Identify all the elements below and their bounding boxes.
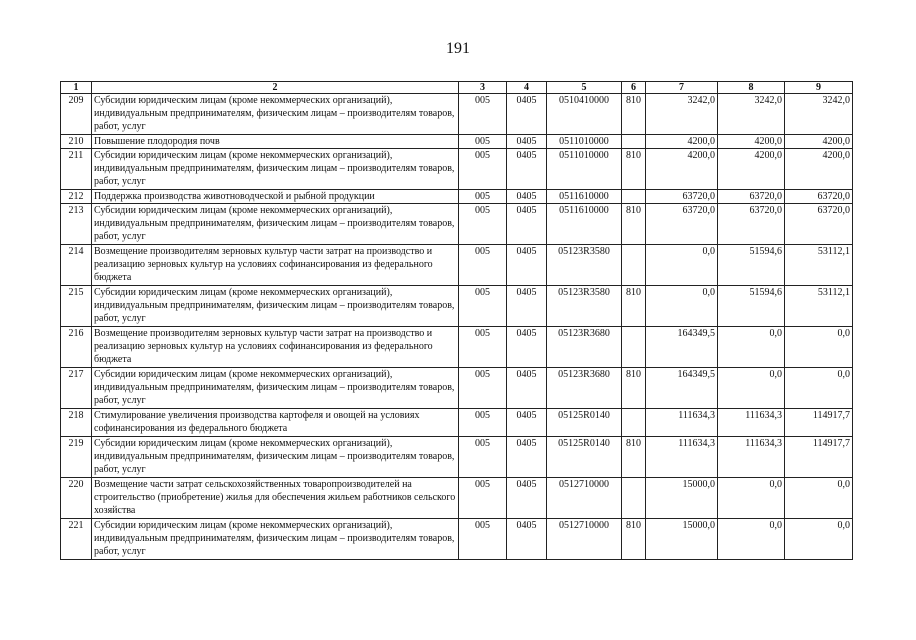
ministry-code: 005 — [459, 478, 507, 519]
amount-col-9: 3242,0 — [785, 94, 853, 135]
target-article-code: 05123R3680 — [547, 327, 622, 368]
row-number: 209 — [61, 94, 92, 135]
ministry-code: 005 — [459, 327, 507, 368]
row-name: Возмещение части затрат сельскохозяйственных товаропроизводителей на строительство (приобретение) жилья для обеспечения жильем работников сельского хозяйства — [92, 478, 459, 519]
amount-col-7: 164349,5 — [646, 368, 718, 409]
row-number: 220 — [61, 478, 92, 519]
amount-col-7: 15000,0 — [646, 519, 718, 560]
amount-col-7: 111634,3 — [646, 437, 718, 478]
amount-col-8: 51594,6 — [718, 245, 785, 286]
amount-col-7: 4200,0 — [646, 135, 718, 149]
amount-col-8: 0,0 — [718, 478, 785, 519]
target-article-code: 05123R3580 — [547, 245, 622, 286]
amount-col-9: 114917,7 — [785, 437, 853, 478]
ministry-code: 005 — [459, 190, 507, 204]
expense-type-code — [622, 135, 646, 149]
target-article-code: 05123R3680 — [547, 368, 622, 409]
amount-col-8: 0,0 — [718, 519, 785, 560]
target-article-code: 0511010000 — [547, 149, 622, 190]
section-code: 0405 — [507, 409, 547, 437]
row-name: Субсидии юридическим лицам (кроме некоммерческих организаций), индивидуальным предпринимателям, физическим лицам – производителям товаров, работ, услуг — [92, 519, 459, 560]
ministry-code: 005 — [459, 135, 507, 149]
amount-col-9: 53112,1 — [785, 286, 853, 327]
header-cell: 5 — [547, 82, 622, 94]
expense-type-code — [622, 245, 646, 286]
row-number: 211 — [61, 149, 92, 190]
table-row — [61, 204, 853, 245]
amount-col-7: 4200,0 — [646, 149, 718, 190]
expense-type-code: 810 — [622, 437, 646, 478]
ministry-code: 005 — [459, 409, 507, 437]
table-row — [61, 478, 853, 519]
target-article-code: 05123R3580 — [547, 286, 622, 327]
table-row — [61, 437, 853, 478]
row-number: 217 — [61, 368, 92, 409]
ministry-code: 005 — [459, 437, 507, 478]
amount-col-7: 0,0 — [646, 286, 718, 327]
table-row — [61, 409, 853, 437]
section-code: 0405 — [507, 190, 547, 204]
header-cell: 8 — [718, 82, 785, 94]
section-code: 0405 — [507, 204, 547, 245]
amount-col-8: 63720,0 — [718, 204, 785, 245]
ministry-code: 005 — [459, 204, 507, 245]
amount-col-9: 114917,7 — [785, 409, 853, 437]
table-row — [61, 519, 853, 560]
amount-col-9: 53112,1 — [785, 245, 853, 286]
amount-col-8: 3242,0 — [718, 94, 785, 135]
row-name: Субсидии юридическим лицам (кроме некоммерческих организаций), индивидуальным предпринимателям, физическим лицам – производителям товаров, работ, услуг — [92, 437, 459, 478]
amount-col-7: 164349,5 — [646, 327, 718, 368]
amount-col-9: 0,0 — [785, 368, 853, 409]
amount-col-9: 0,0 — [785, 478, 853, 519]
amount-col-7: 3242,0 — [646, 94, 718, 135]
amount-col-9: 0,0 — [785, 519, 853, 560]
row-name: Субсидии юридическим лицам (кроме некоммерческих организаций), индивидуальным предпринимателям, физическим лицам – производителям товаров, работ, услуг — [92, 204, 459, 245]
row-number: 212 — [61, 190, 92, 204]
row-name: Стимулирование увеличения производства картофеля и овощей на условиях софинансирования из федерального бюджета — [92, 409, 459, 437]
row-name: Поддержка производства животноводческой и рыбной продукции — [92, 190, 459, 204]
ministry-code: 005 — [459, 368, 507, 409]
ministry-code: 005 — [459, 519, 507, 560]
target-article-code: 0510410000 — [547, 94, 622, 135]
section-code: 0405 — [507, 368, 547, 409]
expense-type-code — [622, 409, 646, 437]
expense-type-code: 810 — [622, 94, 646, 135]
section-code: 0405 — [507, 245, 547, 286]
target-article-code: 0512710000 — [547, 478, 622, 519]
row-name: Субсидии юридическим лицам (кроме некоммерческих организаций), индивидуальным предпринимателям, физическим лицам – производителям товаров, работ, услуг — [92, 149, 459, 190]
amount-col-7: 63720,0 — [646, 204, 718, 245]
ministry-code: 005 — [459, 245, 507, 286]
table-row — [61, 149, 853, 190]
amount-col-9: 0,0 — [785, 327, 853, 368]
section-code: 0405 — [507, 94, 547, 135]
table-row — [61, 286, 853, 327]
target-article-code: 0512710000 — [547, 519, 622, 560]
amount-col-8: 4200,0 — [718, 135, 785, 149]
row-number: 213 — [61, 204, 92, 245]
amount-col-8: 0,0 — [718, 327, 785, 368]
expense-type-code — [622, 190, 646, 204]
row-number: 214 — [61, 245, 92, 286]
amount-col-9: 63720,0 — [785, 190, 853, 204]
header-cell: 4 — [507, 82, 547, 94]
expense-type-code — [622, 327, 646, 368]
expense-type-code — [622, 478, 646, 519]
row-number: 218 — [61, 409, 92, 437]
target-article-code: 0511010000 — [547, 135, 622, 149]
header-row — [61, 82, 853, 94]
ministry-code: 005 — [459, 149, 507, 190]
table-row — [61, 190, 853, 204]
table-row — [61, 327, 853, 368]
amount-col-7: 63720,0 — [646, 190, 718, 204]
amount-col-7: 0,0 — [646, 245, 718, 286]
header-cell: 7 — [646, 82, 718, 94]
row-number: 219 — [61, 437, 92, 478]
expense-type-code: 810 — [622, 368, 646, 409]
row-name: Повышение плодородия почв — [92, 135, 459, 149]
table-row — [61, 368, 853, 409]
section-code: 0405 — [507, 135, 547, 149]
section-code: 0405 — [507, 519, 547, 560]
row-number: 210 — [61, 135, 92, 149]
header-cell: 9 — [785, 82, 853, 94]
ministry-code: 005 — [459, 94, 507, 135]
table-row — [61, 245, 853, 286]
target-article-code: 0511610000 — [547, 204, 622, 245]
section-code: 0405 — [507, 478, 547, 519]
amount-col-9: 4200,0 — [785, 149, 853, 190]
row-name: Субсидии юридическим лицам (кроме некоммерческих организаций), индивидуальным предпринимателям, физическим лицам – производителям товаров, работ, услуг — [92, 94, 459, 135]
amount-col-7: 111634,3 — [646, 409, 718, 437]
row-name: Субсидии юридическим лицам (кроме некоммерческих организаций), индивидуальным предпринимателям, физическим лицам – производителям товаров, работ, услуг — [92, 286, 459, 327]
amount-col-9: 63720,0 — [785, 204, 853, 245]
amount-col-8: 111634,3 — [718, 409, 785, 437]
row-name: Субсидии юридическим лицам (кроме некоммерческих организаций), индивидуальным предпринимателям, физическим лицам – производителям товаров, работ, услуг — [92, 368, 459, 409]
row-name: Возмещение производителям зерновых культур части затрат на производство и реализацию зерновых культур на условиях софинансирования из федерального бюджета — [92, 327, 459, 368]
header-cell: 3 — [459, 82, 507, 94]
amount-col-8: 0,0 — [718, 368, 785, 409]
row-name: Возмещение производителям зерновых культур части затрат на производство и реализацию зерновых культур на условиях софинансирования из федерального бюджета — [92, 245, 459, 286]
table-row — [61, 135, 853, 149]
budget-table — [60, 81, 853, 560]
amount-col-9: 4200,0 — [785, 135, 853, 149]
amount-col-7: 15000,0 — [646, 478, 718, 519]
expense-type-code: 810 — [622, 519, 646, 560]
ministry-code: 005 — [459, 286, 507, 327]
row-number: 215 — [61, 286, 92, 327]
header-cell: 2 — [92, 82, 459, 94]
section-code: 0405 — [507, 149, 547, 190]
expense-type-code: 810 — [622, 149, 646, 190]
table-row — [61, 94, 853, 135]
section-code: 0405 — [507, 286, 547, 327]
row-number: 216 — [61, 327, 92, 368]
target-article-code: 05125R0140 — [547, 437, 622, 478]
header-cell: 6 — [622, 82, 646, 94]
expense-type-code: 810 — [622, 204, 646, 245]
amount-col-8: 111634,3 — [718, 437, 785, 478]
amount-col-8: 4200,0 — [718, 149, 785, 190]
header-cell: 1 — [61, 82, 92, 94]
target-article-code: 05125R0140 — [547, 409, 622, 437]
row-number: 221 — [61, 519, 92, 560]
section-code: 0405 — [507, 437, 547, 478]
amount-col-8: 51594,6 — [718, 286, 785, 327]
page-number: 191 — [446, 40, 470, 57]
amount-col-8: 63720,0 — [718, 190, 785, 204]
section-code: 0405 — [507, 327, 547, 368]
expense-type-code: 810 — [622, 286, 646, 327]
target-article-code: 0511610000 — [547, 190, 622, 204]
